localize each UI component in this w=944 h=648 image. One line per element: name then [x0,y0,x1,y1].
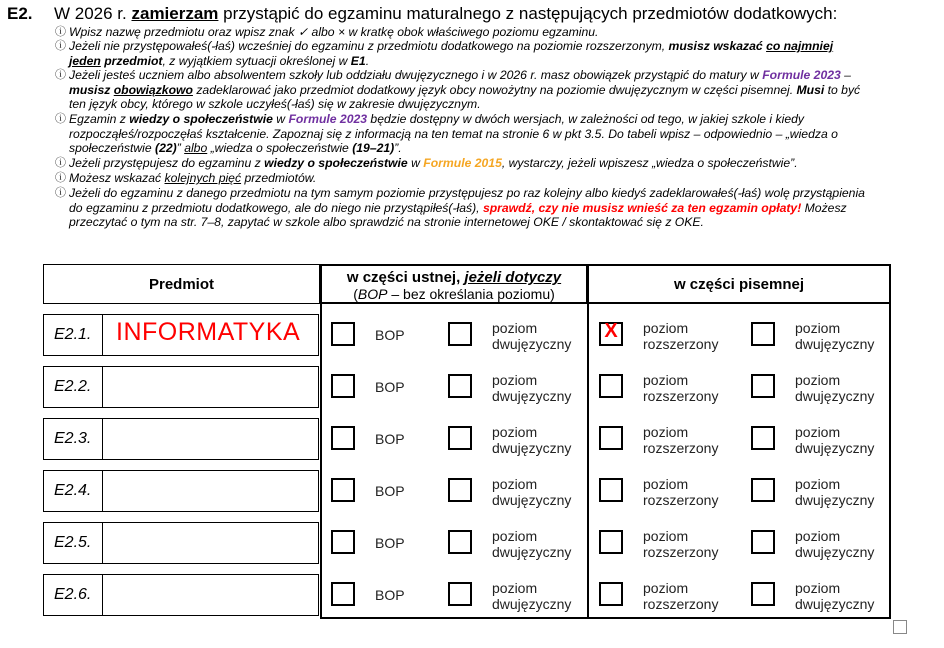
note-2: ⓘ Jeżeli nie przystępowałeś(-łaś) wcześniej do egzaminu z przedmiotu dodatkowego na poziomie rozszerzonym, musisz wskazać co najmniej jeden przedmiot, z wyjątkiem sytuacji określonej w E1. [55,39,834,68]
written-bilingual-checkbox[interactable] [751,374,775,398]
option-label-extended: poziom rozszerzony [643,424,719,456]
written-bilingual-checkbox[interactable] [751,478,775,502]
written-extended-checkbox[interactable] [599,478,623,502]
written-extended-checkbox[interactable] [599,322,623,346]
note-5: ⓘ Jeżeli przystępujesz do egzaminu z wiedzy o społeczeństwie w Formule 2015, wystarczy, jeżeli wpiszesz „wiedza o społeczeństwie”. [55,156,798,170]
oral-bilingual-checkbox[interactable] [448,322,472,346]
row-separator [320,412,891,413]
grid-divider [587,264,589,619]
option-label-bilingual: poziom dwujęzyczny [795,580,875,612]
written-extended-checkbox[interactable] [599,530,623,554]
row-separator [320,516,891,517]
option-label-extended: poziom rozszerzony [643,372,719,404]
oral-bop-checkbox[interactable] [331,582,355,606]
row-code: E2.3. [44,419,103,459]
table-row [43,418,319,460]
note-3: ⓘ Jeżeli jesteś uczniem albo absolwentem szkoły lub oddziału dwujęzycznego i w 2026 r. masz obowiązek przystąpić do matury w Formule 2023 – musisz obowiązkowo zadeklarować jako przedmiot dodatkowy język obcy nowożytny na poziomie dwujęzycznym w części pisemnej. Musi to być ten język obcy, którego w szkole uczyłeś(-łaś) się w zakresie dwujęzycznym. [55,68,861,112]
written-bilingual-checkbox[interactable] [751,582,775,606]
section-heading: W 2026 r. zamierzam przystąpić do egzaminu maturalnego z następujących przedmiotów dodatkowych: [54,4,838,23]
note-7: ⓘ Jeżeli do egzaminu z danego przedmiotu na tym samym poziomie przystępujesz po raz kolejny albo kiedyś zadeklarowałeś(-łaś) wolę przystąpienia do egzaminu z przedmiotu dodatkowego, ale do niego nie przystąpiłeś(-łaś), sprawdź, czy nie musisz wnieść za ten egzamin opłaty! Możesz przeczytać o tym na str. 7–8, zapytać w szkole albo sprawdzić na stronie internetowej OKE / skontaktować się z OKE. [55,186,865,230]
option-label-bilingual: poziom dwujęzyczny [492,372,572,404]
option-label-extended: poziom rozszerzony [643,528,719,560]
oral-bop-checkbox[interactable] [331,374,355,398]
note-1: ⓘ Wpisz nazwę przedmiotu oraz wpisz znak ✓ albo × w kratkę obok właściwego poziomu egzaminu. [55,25,599,39]
oral-bilingual-checkbox[interactable] [448,426,472,450]
note-6: ⓘ Możesz wskazać kolejnych pięć przedmiotów. [55,171,317,185]
row-separator [320,568,891,569]
row-code: E2.5. [44,523,103,563]
row-code: E2.6. [44,575,103,615]
option-label-bilingual: poziom dwujęzyczny [492,424,572,456]
subject-field[interactable]: INFORMATYKA [116,318,301,346]
written-extended-checkbox[interactable] [599,374,623,398]
oral-bilingual-checkbox[interactable] [448,478,472,502]
oral-bop-checkbox[interactable] [331,322,355,346]
option-label-bilingual: poziom dwujęzyczny [795,320,875,352]
table-row [43,314,319,356]
oral-bop-checkbox[interactable] [331,530,355,554]
table-row [43,470,319,512]
option-label-bilingual: poziom dwujęzyczny [795,372,875,404]
written-bilingual-checkbox[interactable] [751,530,775,554]
option-label-extended: poziom rozszerzony [643,580,719,612]
table-row [43,574,319,616]
corner-checkbox[interactable] [893,620,907,634]
option-label-bilingual: poziom dwujęzyczny [795,476,875,508]
option-label-bop: BOP [375,483,405,499]
option-label-bilingual: poziom dwujęzyczny [795,424,875,456]
option-label-bilingual: poziom dwujęzyczny [492,476,572,508]
table-row [43,522,319,564]
header-subject: Predmiot [43,264,320,304]
info-icon: ⓘ [55,26,66,38]
option-label-bop: BOP [375,327,405,343]
written-bilingual-checkbox[interactable] [751,426,775,450]
check-mark: X [604,320,618,342]
oral-bilingual-checkbox[interactable] [448,530,472,554]
oral-bop-checkbox[interactable] [331,478,355,502]
option-label-bilingual: poziom dwujęzyczny [795,528,875,560]
oral-bilingual-checkbox[interactable] [448,582,472,606]
info-icon: ⓘ [55,157,66,169]
section-code: E2. [7,4,33,23]
header-written: w części pisemnej [587,264,891,304]
info-icon: ⓘ [55,187,66,199]
written-extended-checkbox[interactable] [599,582,623,606]
row-code: E2.2. [44,367,103,407]
note-4: ⓘ Egzamin z wiedzy o społeczeństwie w Formule 2023 będzie dostępny w dwóch wersjach, w zależności od tego, w jakiej szkole i kiedy rozpocząłeś/rozpoczęłaś kształcenie. Zapoznaj się z informacją na ten temat na stronie 6 w pkt 3.5. Do tabeli wpisz – odpowiednio – „wiedza o społeczeństwie (22)” albo „wiedza o społeczeństwie (19–21)”. [55,112,838,156]
table-row [43,366,319,408]
info-icon: ⓘ [55,113,66,125]
option-label-bop: BOP [375,379,405,395]
option-label-extended: poziom rozszerzony [643,476,719,508]
header-oral: w części ustnej, jeżeli dotyczy (BOP – bez określania poziomu) [320,264,588,304]
info-icon: ⓘ [55,69,66,81]
option-label-bop: BOP [375,431,405,447]
option-label-extended: poziom rozszerzony [643,320,719,352]
option-label-bilingual: poziom dwujęzyczny [492,580,572,612]
option-label-bilingual: poziom dwujęzyczny [492,528,572,560]
info-icon: ⓘ [55,40,66,52]
written-bilingual-checkbox[interactable] [751,322,775,346]
option-label-bilingual: poziom dwujęzyczny [492,320,572,352]
option-label-bop: BOP [375,587,405,603]
oral-bop-checkbox[interactable] [331,426,355,450]
row-code: E2.4. [44,471,103,511]
info-icon: ⓘ [55,172,66,184]
row-separator [320,360,891,361]
option-label-bop: BOP [375,535,405,551]
row-code: E2.1. [44,315,103,355]
written-extended-checkbox[interactable] [599,426,623,450]
row-separator [320,464,891,465]
oral-bilingual-checkbox[interactable] [448,374,472,398]
